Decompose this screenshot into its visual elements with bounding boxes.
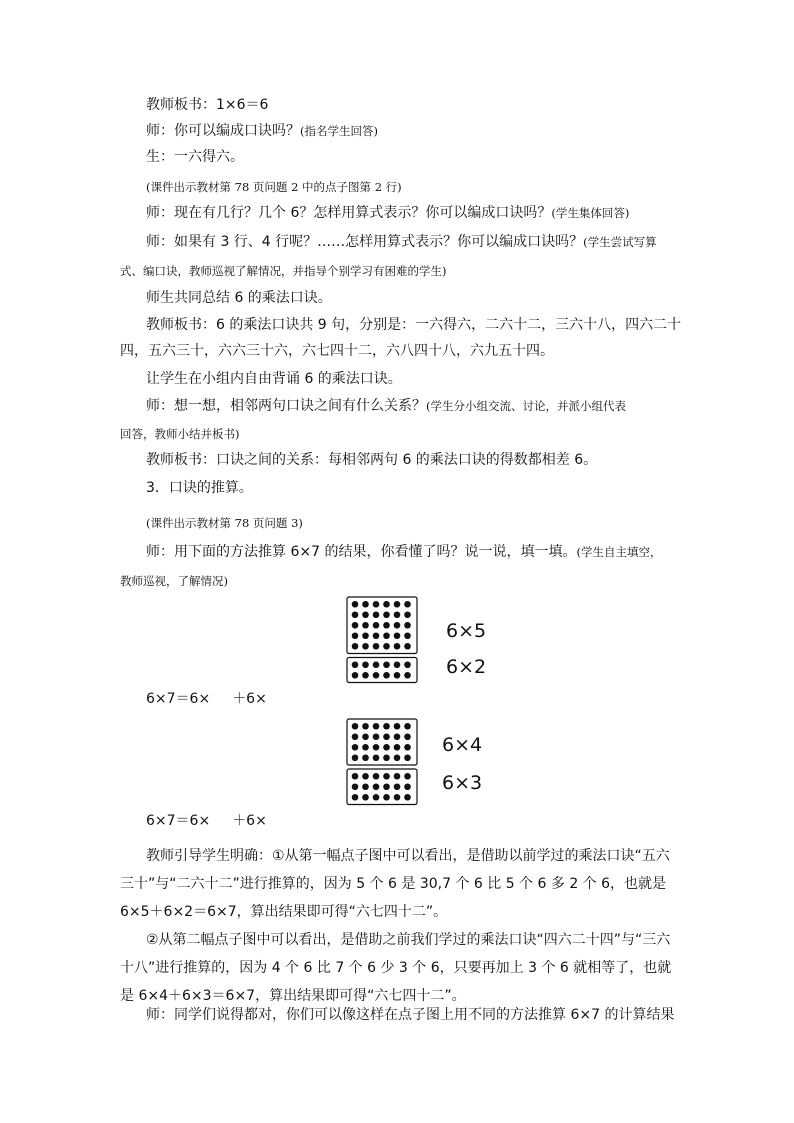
dot [383, 601, 390, 608]
note: (学生分小组交流、讨论，并派小组代表 [426, 399, 626, 413]
text: 师生共同总结 6 的乘法口诀。 [146, 290, 332, 306]
dot [404, 783, 411, 790]
dot [404, 601, 411, 608]
text: 师：同学们说得都对，你们可以像这样在点子图上用不同的方法推算 6×7 的计算结果 [146, 1007, 675, 1023]
dot [404, 672, 411, 679]
paragraph-explanation-1 [120, 842, 680, 926]
dot [404, 661, 411, 668]
label-6x4: 6×4 [442, 734, 483, 756]
dot [404, 754, 411, 761]
line-courseware-note-3 [146, 514, 706, 532]
dot [362, 622, 369, 629]
dot [383, 783, 390, 790]
equation-2 [146, 812, 706, 830]
dot [383, 794, 390, 801]
dot [383, 661, 390, 668]
dot [362, 643, 369, 650]
dot [352, 773, 359, 780]
text: 3．口诀的推算。 [146, 480, 253, 496]
note: (指名学生回答) [300, 124, 378, 138]
dot [394, 744, 401, 751]
dot [394, 783, 401, 790]
label-6x5: 6×5 [446, 620, 487, 642]
note: (学生尝试写算 [583, 235, 657, 249]
dot [352, 672, 359, 679]
dot [394, 643, 401, 650]
dot [352, 601, 359, 608]
text: 教师板书：6 的乘法口诀共 9 句，分别是：一六得六，二六十二，三六十八，四六二十 [146, 317, 682, 333]
dot [394, 794, 401, 801]
dot [373, 622, 380, 629]
equation-part: 6×7＝6× [146, 813, 211, 829]
dot [404, 794, 411, 801]
note: 式、编口诀，教师巡视了解情况，并指导个别学习有困难的学生) [120, 264, 447, 278]
dot [383, 773, 390, 780]
dot [373, 733, 380, 740]
text: 教师板书：口诀之间的关系：每相邻两句 6 的乘法口诀的得数都相差 6。 [146, 452, 598, 468]
dot [373, 794, 380, 801]
line-teacher-think [146, 397, 706, 415]
dot [362, 754, 369, 761]
line-teacher-method [146, 543, 706, 561]
dot [352, 632, 359, 639]
label-6x3: 6×3 [442, 772, 483, 794]
equation-part: ＋6× [232, 813, 267, 829]
dot [394, 754, 401, 761]
text: 生：一六得六。 [146, 149, 244, 165]
dot [404, 773, 411, 780]
dot [404, 643, 411, 650]
text: 让学生在小组内自由背诵 6 的乘法口诀。 [146, 371, 402, 387]
text: 四，五六三十，六六三十六，六七四十二，六八四十八，六九五十四。 [120, 343, 554, 359]
dot [362, 661, 369, 668]
line-student-answer [146, 148, 706, 166]
dot-array-figure-2 [346, 718, 418, 809]
dot [404, 622, 411, 629]
dot [352, 643, 359, 650]
dot [394, 773, 401, 780]
dot [394, 611, 401, 618]
dot [383, 622, 390, 629]
line-board-relation [146, 451, 706, 469]
dot-block-bottom [347, 658, 417, 683]
line-courseware-note [146, 178, 706, 196]
note: (课件出示教材第 78 页问题 3) [146, 516, 303, 530]
dot [352, 611, 359, 618]
line-teacher-3-4-rows [146, 233, 706, 251]
dot [394, 601, 401, 608]
dot [352, 783, 359, 790]
line-board-table-cont [120, 342, 680, 360]
dot [352, 723, 359, 730]
dot [352, 794, 359, 801]
dot [373, 783, 380, 790]
dot [394, 661, 401, 668]
dot [383, 672, 390, 679]
dot [373, 611, 380, 618]
dot [394, 733, 401, 740]
dot [362, 632, 369, 639]
line-teacher-conclusion [146, 1006, 706, 1024]
dot [383, 733, 390, 740]
dot [383, 632, 390, 639]
line-recite [146, 370, 706, 388]
dot [394, 672, 401, 679]
equation-1 [146, 690, 706, 708]
dot [404, 733, 411, 740]
dot [352, 661, 359, 668]
dot [404, 723, 411, 730]
line-board-1x6 [146, 96, 706, 114]
dot [362, 773, 369, 780]
line-teacher-rows [146, 204, 706, 222]
dot [373, 632, 380, 639]
dot [362, 723, 369, 730]
text: ②从第二幅点子图中可以看出，是借助之前我们学过的乘法口诀“四六二十四”与“三六十八”进行推算的，因为 4 个 6 比 7 个 6 少 3 个 6，只要再加上 3 个 6 就相等了，也就是 6×4＋6×3＝6×7，算出结果即可得“六七四十二”。 [120, 932, 672, 1004]
dot [362, 611, 369, 618]
label-6x2: 6×2 [446, 656, 487, 678]
section-heading-3 [146, 479, 706, 497]
equation-part: 6×7＝6× [146, 691, 211, 707]
dot [383, 643, 390, 650]
line-note-answer [120, 425, 680, 443]
dot [383, 611, 390, 618]
dot [404, 632, 411, 639]
equation-part: ＋6× [232, 691, 267, 707]
note: (学生集体回答) [551, 206, 630, 220]
line-teacher-question [146, 122, 706, 140]
line-note-inspect [120, 572, 680, 590]
dot [394, 622, 401, 629]
dot [373, 601, 380, 608]
dot [352, 744, 359, 751]
dot [362, 744, 369, 751]
dot [362, 601, 369, 608]
dot [352, 754, 359, 761]
dot [383, 723, 390, 730]
dot [404, 744, 411, 751]
text: 教师板书：1×6＝6 [146, 97, 269, 113]
dot [373, 773, 380, 780]
dot [362, 794, 369, 801]
paragraph-explanation-2 [120, 926, 680, 1010]
dot [373, 661, 380, 668]
dot-array-figure-1 [346, 596, 418, 687]
dot [383, 744, 390, 751]
dot [373, 744, 380, 751]
dot [373, 672, 380, 679]
line-summary [146, 289, 706, 307]
text: 师：你可以编成口诀吗？ [146, 123, 300, 139]
dot [394, 632, 401, 639]
line-note-continued [120, 262, 680, 280]
note: 回答，教师小结并板书) [120, 427, 240, 441]
dot [352, 622, 359, 629]
note: (学生自主填空， [576, 545, 662, 559]
dot [362, 783, 369, 790]
text: 教师引导学生明确：①从第一幅点子图中可以看出，是借助以前学过的乘法口诀“五六三十”与“二六十二”进行推算的，因为 5 个 6 是 30,7 个 6 比 5 个 6 多 2 个 6，也就是 6×5＋6×2＝6×7，算出结果即可得“六七四十二”。 [120, 848, 670, 920]
line-board-table [146, 316, 706, 334]
dot [373, 643, 380, 650]
dot [352, 733, 359, 740]
text: 师：用下面的方法推算 6×7 的结果，你看懂了吗？说一说，填一填。 [146, 544, 577, 560]
note: (课件出示教材第 78 页问题 2 中的点子图第 2 行) [146, 180, 402, 194]
dot [394, 723, 401, 730]
text: 师：想一想，相邻两句口诀之间有什么关系？ [146, 398, 426, 414]
dot [362, 672, 369, 679]
dot [383, 754, 390, 761]
dot [373, 723, 380, 730]
dot [362, 733, 369, 740]
text: 师：如果有 3 行、4 行呢？……怎样用算式表示？你可以编成口诀吗？ [146, 234, 584, 250]
note: 教师巡视，了解情况) [120, 574, 228, 588]
text: 师：现在有几行？几个 6？怎样用算式表示？你可以编成口诀吗？ [146, 205, 552, 221]
dot [373, 754, 380, 761]
dot [404, 611, 411, 618]
